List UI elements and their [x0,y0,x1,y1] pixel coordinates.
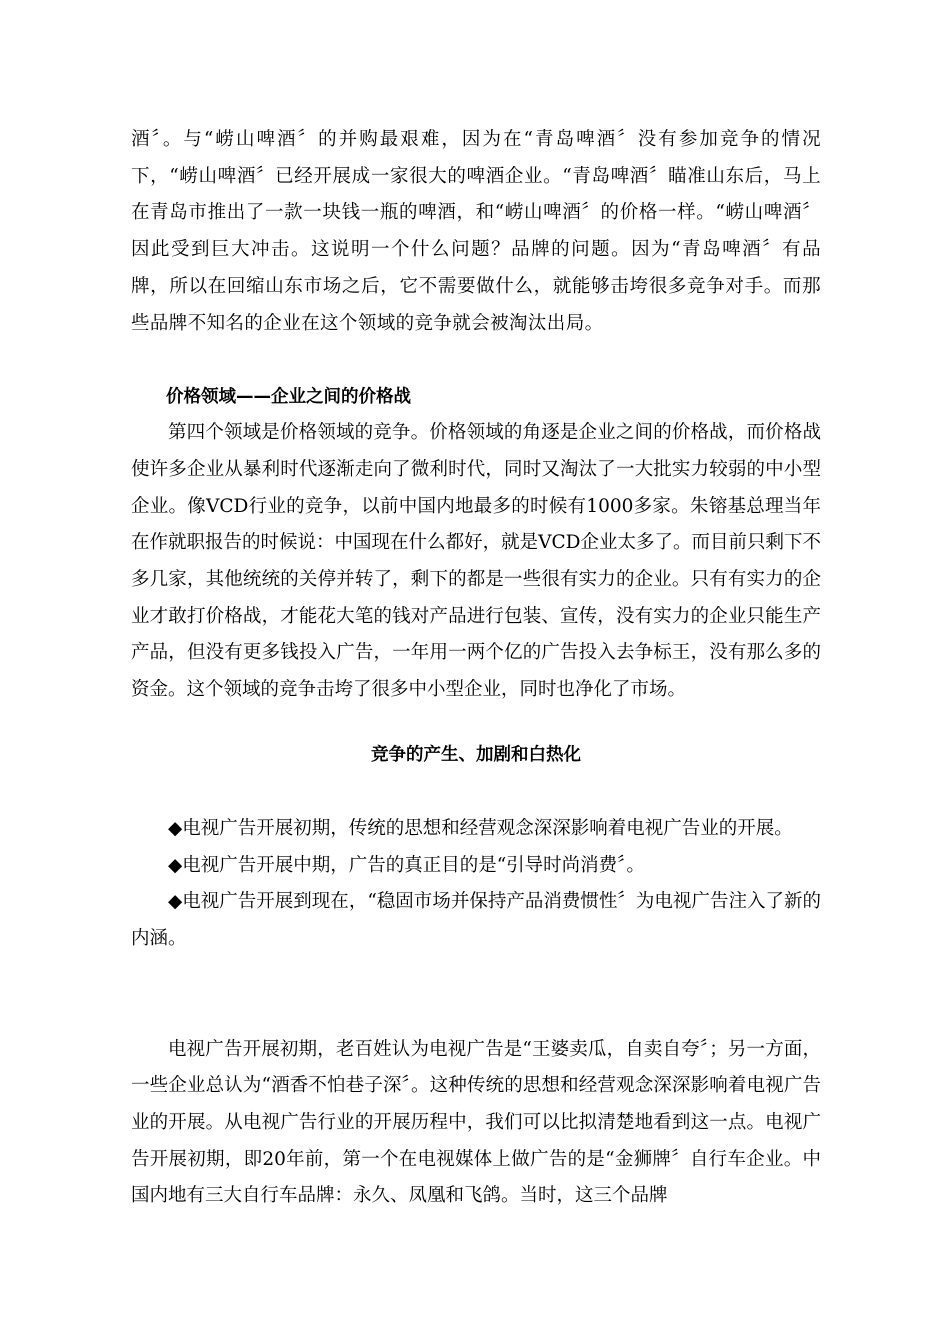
spacer [131,342,821,379]
body-paragraph-beer: 酒〞。与“崂山啤酒〞的并购最艰难，因为在“青岛啤酒〞没有参加竞争的情况下，“崂山啤酒〞已经开展成一家很大的啤酒企业。“青岛啤酒〞瞄准山东后，马上在青岛市推出了一款一块钱一瓶的啤酒，和“崂山啤酒〞的价格一样。“崂山啤酒〞因此受到巨大冲击。这说明一个什么问题？品牌的问题。因为“青岛啤酒〞有品牌，所以在回缩山东市场之后，它不需要做什么，就能够击垮很多竞争对手。而那些品牌不知名的企业在这个领域的竞争就会被淘汰出局。 [131,129,821,334]
bullet-item: ◆电视广告开展中期，广告的真正目的是“引导时尚消费〞。 [168,854,645,876]
spacer [131,773,821,811]
body-paragraph-tv-ads: 电视广告开展初期，老百姓认为电视广告是“王婆卖瓜，自卖自夸〞；另一方面，一些企业总认为“酒香不怕巷子深〞。这种传统的思想和经营观念深深影响着电视广告业的开展。从电视广告行业的开展历程中，我们可以比拟清楚地看到这一点。电视广告开展初期，即20年前，第一个在电视媒体上做广告的是“金狮牌〞自行车企业。中国内地有三大自行车品牌：永久、凤凰和飞鸽。当时，这三个品牌 [131,1038,821,1207]
spacer [131,958,821,1032]
document-page [131,122,821,1215]
bullet-item: ◆电视广告开展到现在，“稳固市场并保持产品消费惯性〞为电视广告注入了新的内涵。 [131,891,821,949]
body-paragraph-price-war: 第四个领域是价格领域的竞争。价格领域的角逐是企业之间的价格战，而价格战使许多企业从暴利时代逐渐走向了微利时代，同时又淘汰了一大批实力较弱的中小型企业。像VCD行业的竞争，以前中国内地最多的时候有1000多家。朱镕基总理当年在作就职报告的时候说：中国现在什么都好，就是VCD企业太多了。而目前只剩下不多几家，其他统统的关停并转了，剩下的都是一些很有实力的企业。只有有实力的企业才敢打价格战，才能花大笔的钱对产品进行包装、宣传，没有实力的企业只能生产产品，但没有更多钱投入广告，一年用一两个亿的广告投入去争标王，没有那么多的资金。这个领域的竞争击垮了很多中小型企业，同时也净化了市场。 [131,422,821,701]
section-heading-price: 价格领域——企业之间的价格战 [166,387,411,408]
section-title-competition: 竞争的产生、加剧和白热化 [371,744,581,765]
bullet-item: ◆电视广告开展初期，传统的思想和经营观念深深影响着电视广告业的开展。 [168,817,793,839]
spacer [131,709,821,737]
